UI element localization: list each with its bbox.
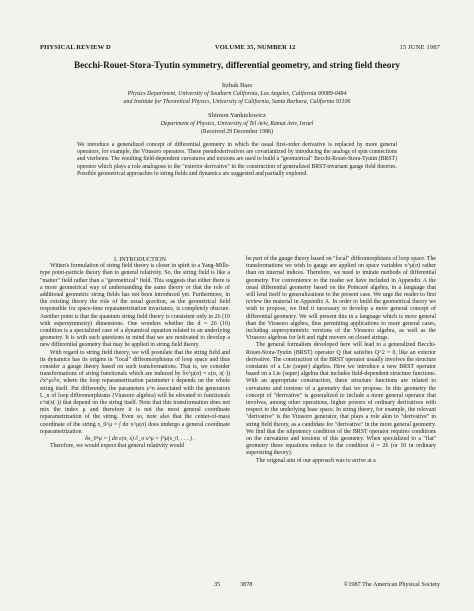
paragraph: Witten's formulation of string field theory is closer in spirit to a Yang-Mills-type point-particle theory than to general relativity. So, the string field is like a "matter" field rather than a "geometrical" field. This suggests that either there is a more geometrical way of understanding the same theory or that the role of additional geometric string fields has not been introduced yet. Furthermore, in the existing theory the role of the usual graviton, as the geometrical field responsible for space-time reparametrization invariance, is completely obscure. Another point is that the quantum string field theory is consistent only in 26 (10 with supersymmetry) dimensions. One wonders whether the d = 26 (10) condition is a specialized case of a dynamical equation related to an underlying geometry. It is with such questions in mind that we are motivated to develop a new differential geometry that may be applied in string field theory. [40, 263, 230, 349]
received-date: (Received 29 December 1986) [200, 129, 274, 135]
paragraph: The original aim of our approach was to arrive at a [256, 457, 376, 464]
abstract: We introduce a generalized concept of differential geometry in which the usual first-order derivative is replaced by more general operators, for example, the Virasoro operators. These pseudoderivatives are covariantized by introducing the analogs of spin connections and vierbeins. The resulting field-dependent curvatures and torsions are used to build a "geometrical" Becchi-Rouet-Stora-Tyutin (BRST) operator which plays a role analogous to the "exterior derivative" in the construction of generalized BRST-invariant gauge field theories. Possible geometrical approaches to string fields and dynamics are suggested and partially explored. [77, 142, 397, 177]
author-bars: Itzhak Bars [221, 82, 253, 89]
left-column [40, 256, 230, 450]
affiliation-usc: Physics Department, University of Southern California, Los Angeles, California 90089-0484 [127, 91, 347, 97]
paragraph: The general formalism developed here will lead to a generalized Becchi-Rouet-Stora-Tyutin (BRST) operator Q that satisfies Q^2 = 0, like an exterior derivative. The construction of the BRST operator usually involves the structure constants of a Lie (super) algebra. Here we introduce a new BRST operator based on a Lie (super) algebra that includes field-dependent structure functions. With an appropriate construction, these structure functions are related to curvatures and torsions of a geometry that we propose. In this geometry the concept of "derivative" is generalized to include a more general operator that involves, among other operations, higher powers of ordinary derivatives with respect to the underlying base space. In string theory, for example, the relevant "derivative" is the Virasoro generator, that plays a role akin to "derivative" in string field theory, as a candidate for "derivative" in the more general geometry. We find that the nilpotency condition of the BRST operator requires conditions on the curvatures and torsions of this geometry. When specialized to a "flat" geometry these equations reduce to the condition d = 26 (or 10 in ordinary superstring theory). [246, 342, 436, 457]
paragraph: Therefore, we would expect that general relativity would [50, 443, 185, 450]
volume-number: VOLUME 35, NUMBER 12 [214, 44, 296, 51]
page-number: 3878 [240, 581, 253, 588]
paragraph: With regard to string field theory, we will postulate that the string field and its dynamics has its origins in "local" diffeomorphisms of loop space and thus consider a gauge theory based on such transformations. That is, we consider transformations of string functionals which are induced by δx^μ(σ) = ε(σ, x(·)) ∂x^μ/∂σ, where the loop reparametrization parameter ε depends on the whole string itself. Put differently, the parameters ε^n associated with the generators L_n of loop diffeomorphisms (Virasoro algebra) will be elevated to functionals ε^n(x(·)) that depend on the string itself. Note that this transformation does not mix the index μ and therefore it is not the most general coordinate reparametrization of the string. Even so, note also that the center-of-mass coordinate of the string x_0^μ = ∫ dσ x^μ(σ) does undergo a general coordinate reparametrization [40, 349, 230, 435]
volume-footer: 35 [214, 581, 221, 588]
section-heading: I. INTRODUCTION [114, 256, 166, 263]
author-yankielowicz: Shimon Yankielowicz [208, 112, 266, 119]
copyright: ©1987 The American Physical Society [343, 581, 440, 588]
running-header [40, 44, 440, 51]
affiliation-tel-aviv: Department of Physics, University of Tel Aviv, Ramat Aviv, Israel [160, 121, 314, 127]
equation: δx_0^μ = ∫ dσ ε(σ, x) ∂_σ x^μ = f^μ(x_0, . . . ) . [85, 436, 195, 443]
journal-name: PHYSICAL REVIEW D [40, 44, 111, 51]
article-title: Becchi-Rouet-Stora-Tyutin symmetry, differential geometry, and string field theory [73, 60, 400, 70]
right-column [246, 256, 436, 465]
issue-date: 15 JUNE 1987 [399, 44, 440, 51]
paragraph: be part of the gauge theory based on "local" diffeomorphisms of loop space. The transformations we wish to gauge are applied on space variables x^μ(σ) rather than on internal indices. Therefore, we need to imitate methods of differential geometry. For convenience to the reader we have included in Appendix A the usual differential geometry based on the Poincaré algebra, in a language that will lend itself to generalizations to the present case. We urge the reader to first review the material in Appendix A. In order to build the geometrical theory we wish to propose, we find it necessary to develop a more general concept of differential geometry. We will present this in a language which is more general than the Virasoro algebra, thus permitting applications to more general cases, including supersymmetric versions of the Virasoro algebra, as well as the Virasoro algebras for left and right movers on closed strings. [246, 256, 436, 342]
affiliation-itp: and Institute for Theoretical Physics, University of California, Santa Barbara, California 93106 [123, 99, 351, 105]
